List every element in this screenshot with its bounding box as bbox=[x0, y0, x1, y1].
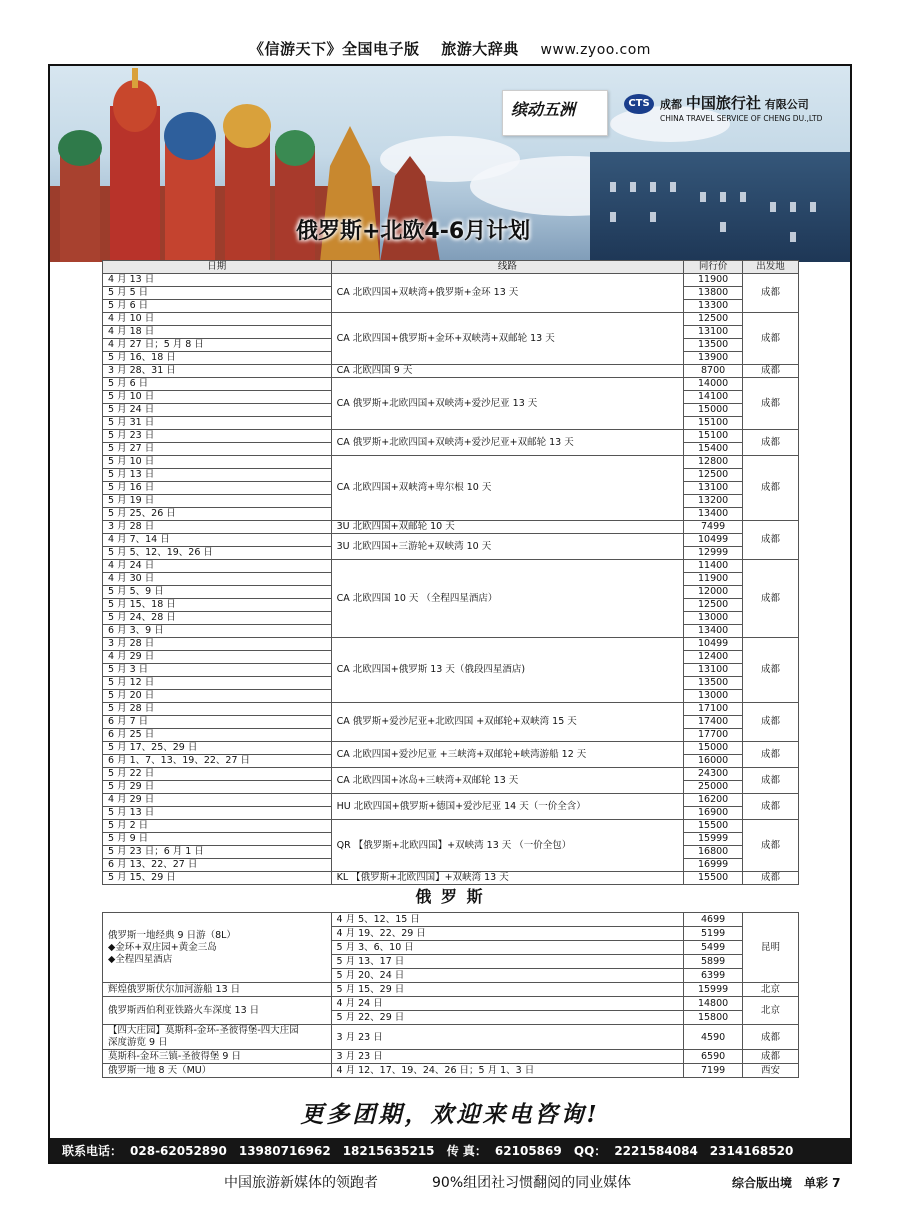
cts-emblem-icon: CTS bbox=[624, 94, 654, 114]
price-cell: 17100 bbox=[684, 703, 743, 716]
price-cell: 11900 bbox=[684, 573, 743, 586]
departure-cell: 成都 bbox=[743, 274, 799, 313]
date-cell: 5 月 10 日 bbox=[103, 391, 332, 404]
footer-mid: 90%组团社习惯翻阅的同业媒体 bbox=[432, 1175, 632, 1191]
russia-table bbox=[102, 912, 799, 1078]
route-cell bbox=[103, 997, 332, 1025]
masthead bbox=[0, 38, 900, 59]
price-cell: 12500 bbox=[684, 599, 743, 612]
date-cell: 6 月 25 日 bbox=[103, 729, 332, 742]
date-cell: 5 月 5、9 日 bbox=[103, 586, 332, 599]
date-cell: 5 月 28 日 bbox=[103, 703, 332, 716]
date-cell: 5 月 23 日；6 月 1 日 bbox=[103, 846, 332, 859]
price-cell: 13800 bbox=[684, 287, 743, 300]
header-date: 日期 bbox=[103, 261, 332, 274]
departure-cell: 昆明 bbox=[743, 913, 799, 983]
price-cell: 17400 bbox=[684, 716, 743, 729]
departure-cell: 成都 bbox=[743, 365, 799, 378]
date-cell: 4 月 29 日 bbox=[103, 651, 332, 664]
date-cell: 4 月 24 日 bbox=[331, 997, 684, 1011]
date-cell: 5 月 16 日 bbox=[103, 482, 332, 495]
fax-number: 62105869 bbox=[494, 1144, 562, 1158]
date-cell: 3 月 28、31 日 bbox=[103, 365, 332, 378]
table-row bbox=[103, 983, 799, 997]
price-cell: 5499 bbox=[684, 941, 743, 955]
departure-cell: 北京 bbox=[743, 983, 799, 997]
price-cell: 16200 bbox=[684, 794, 743, 807]
date-cell: 4 月 5、12、15 日 bbox=[331, 913, 684, 927]
price-cell: 4699 bbox=[684, 913, 743, 927]
slogan: 更多团期，欢迎来电咨询! bbox=[300, 1101, 600, 1128]
price-cell: 24300 bbox=[684, 768, 743, 781]
price-cell: 14100 bbox=[684, 391, 743, 404]
table-header-row bbox=[103, 261, 799, 274]
route-cell: CA 北欧四国 10 天 （全程四星酒店） bbox=[331, 560, 684, 638]
masthead-title: 《信游天下》全国电子版 bbox=[249, 40, 420, 58]
date-cell: 5 月 5、12、19、26 日 bbox=[103, 547, 332, 560]
price-cell: 14800 bbox=[684, 997, 743, 1011]
date-cell: 5 月 15、29 日 bbox=[331, 983, 684, 997]
route-cell: CA 俄罗斯+爱沙尼亚+北欧四国 +双邮轮+双峡湾 15 天 bbox=[331, 703, 684, 742]
price-cell: 13500 bbox=[684, 339, 743, 352]
date-cell: 3 月 23 日 bbox=[331, 1050, 684, 1064]
table-row bbox=[103, 274, 799, 287]
masthead-section: 旅游大辞典 bbox=[441, 40, 519, 58]
date-cell: 4 月 10 日 bbox=[103, 313, 332, 326]
route-cell bbox=[103, 983, 332, 997]
price-cell: 10499 bbox=[684, 534, 743, 547]
price-cell: 13400 bbox=[684, 508, 743, 521]
price-cell: 13500 bbox=[684, 677, 743, 690]
price-cell: 13000 bbox=[684, 690, 743, 703]
price-cell: 10499 bbox=[684, 638, 743, 651]
price-cell: 13100 bbox=[684, 664, 743, 677]
route-cell: KL 【俄罗斯+北欧四国】+双峡湾 13 天 bbox=[331, 872, 684, 885]
route-cell: 3U 北欧四国+三游轮+双峡湾 10 天 bbox=[331, 534, 684, 560]
date-cell: 5 月 6 日 bbox=[103, 378, 332, 391]
price-cell: 16000 bbox=[684, 755, 743, 768]
route-line: 莫斯科-金环三镇-圣彼得堡 9 日 bbox=[108, 1050, 241, 1062]
agency-prefix: 成都 bbox=[660, 98, 682, 111]
departure-cell: 成都 bbox=[743, 768, 799, 794]
route-line: 深度游览 9 日 bbox=[108, 1037, 168, 1048]
russia-section-title: 俄 罗 斯 bbox=[415, 887, 485, 906]
departure-cell: 成都 bbox=[743, 872, 799, 885]
price-cell: 11900 bbox=[684, 274, 743, 287]
agency-english: CHINA TRAVEL SERVICE OF CHENG DU.,LTD bbox=[660, 114, 823, 123]
price-cell: 13400 bbox=[684, 625, 743, 638]
date-cell: 4 月 30 日 bbox=[103, 573, 332, 586]
price-cell: 15800 bbox=[684, 1011, 743, 1025]
date-cell: 5 月 17、25、29 日 bbox=[103, 742, 332, 755]
table-row bbox=[103, 365, 799, 378]
price-cell: 16999 bbox=[684, 859, 743, 872]
price-cell: 7499 bbox=[684, 521, 743, 534]
table-row bbox=[103, 456, 799, 469]
table-row bbox=[103, 913, 799, 927]
price-cell: 17700 bbox=[684, 729, 743, 742]
price-cell: 13100 bbox=[684, 326, 743, 339]
price-cell: 16900 bbox=[684, 807, 743, 820]
table-row bbox=[103, 638, 799, 651]
date-cell: 6 月 13、22、27 日 bbox=[103, 859, 332, 872]
phone-label: 联系电话： bbox=[62, 1144, 123, 1158]
table-row bbox=[103, 820, 799, 833]
date-cell: 6 月 1、7、13、19、22、27 日 bbox=[103, 755, 332, 768]
departure-cell: 北京 bbox=[743, 997, 799, 1025]
footer-left: 中国旅游新媒体的领跑者 bbox=[224, 1175, 378, 1191]
date-cell: 4 月 7、14 日 bbox=[103, 534, 332, 547]
route-line: 俄罗斯一地经典 9 日游（8L） bbox=[108, 929, 236, 941]
price-cell: 12999 bbox=[684, 547, 743, 560]
agency-suffix: 有限公司 bbox=[764, 98, 809, 111]
banner bbox=[50, 66, 850, 262]
price-cell: 13200 bbox=[684, 495, 743, 508]
date-cell: 5 月 25、26 日 bbox=[103, 508, 332, 521]
departure-cell: 西安 bbox=[743, 1064, 799, 1078]
price-cell: 12500 bbox=[684, 313, 743, 326]
brand-text: 缤动五洲 bbox=[511, 100, 576, 119]
date-cell: 4 月 12、17、19、24、26 日；5 月 1、3 日 bbox=[331, 1064, 684, 1078]
price-cell: 13300 bbox=[684, 300, 743, 313]
table-row bbox=[103, 560, 799, 573]
phone-numbers[interactable]: 028-62052890 13980716962 18215635215 bbox=[130, 1144, 435, 1158]
qq-label: QQ： bbox=[573, 1144, 607, 1158]
date-cell: 4 月 18 日 bbox=[103, 326, 332, 339]
date-cell: 3 月 23 日 bbox=[331, 1025, 684, 1050]
price-cell: 12500 bbox=[684, 469, 743, 482]
date-cell: 5 月 22 日 bbox=[103, 768, 332, 781]
date-cell: 5 月 10 日 bbox=[103, 456, 332, 469]
date-cell: 5 月 3、6、10 日 bbox=[331, 941, 684, 955]
route-line: 辉煌俄罗斯伏尔加河游船 13 日 bbox=[108, 983, 241, 995]
route-cell: CA 北欧四国+冰岛+三峡湾+双邮轮 13 天 bbox=[331, 768, 684, 794]
date-cell: 6 月 7 日 bbox=[103, 716, 332, 729]
route-cell bbox=[103, 1064, 332, 1078]
route-cell: QR 【俄罗斯+北欧四国】+双峡湾 13 天 （一价全包） bbox=[331, 820, 684, 872]
price-cell: 13100 bbox=[684, 482, 743, 495]
date-cell: 5 月 19 日 bbox=[103, 495, 332, 508]
date-cell: 4 月 24 日 bbox=[103, 560, 332, 573]
price-cell: 4590 bbox=[684, 1025, 743, 1050]
route-cell: CA 北欧四国+俄罗斯 13 天（俄段四星酒店) bbox=[331, 638, 684, 703]
table-row bbox=[103, 997, 799, 1011]
date-cell: 5 月 13 日 bbox=[103, 469, 332, 482]
price-cell: 25000 bbox=[684, 781, 743, 794]
date-cell: 5 月 29 日 bbox=[103, 781, 332, 794]
route-line: 俄罗斯西伯利亚铁路火车深度 13 日 bbox=[108, 1004, 260, 1016]
price-cell: 5199 bbox=[684, 927, 743, 941]
date-cell: 5 月 13 日 bbox=[103, 807, 332, 820]
table-row bbox=[103, 430, 799, 443]
brand-logo bbox=[502, 90, 608, 136]
route-line: 【四大庄园】莫斯科-金环-圣彼得堡-四大庄园 bbox=[108, 1025, 299, 1036]
date-cell: 4 月 19、22、29 日 bbox=[331, 927, 684, 941]
date-cell: 3 月 28 日 bbox=[103, 521, 332, 534]
departure-cell: 成都 bbox=[743, 820, 799, 872]
date-cell: 4 月 13 日 bbox=[103, 274, 332, 287]
date-cell: 5 月 5 日 bbox=[103, 287, 332, 300]
date-cell: 5 月 24 日 bbox=[103, 404, 332, 417]
fax-label: 传 真： bbox=[446, 1144, 487, 1158]
price-cell: 15500 bbox=[684, 820, 743, 833]
route-cell bbox=[103, 913, 332, 983]
table-row bbox=[103, 1050, 799, 1064]
table-row bbox=[103, 1025, 799, 1050]
qq-numbers[interactable]: 2221584084 2314168520 bbox=[614, 1144, 794, 1158]
date-cell: 5 月 16、18 日 bbox=[103, 352, 332, 365]
banner-title: 俄罗斯+北欧4-6月计划 bbox=[296, 219, 531, 244]
route-cell: CA 北欧四国+双峡湾+俄罗斯+金环 13 天 bbox=[331, 274, 684, 313]
table-row bbox=[103, 521, 799, 534]
route-cell: CA 北欧四国+俄罗斯+金环+双峡湾+双邮轮 13 天 bbox=[331, 313, 684, 365]
contact-bar bbox=[50, 1138, 850, 1164]
route-cell: CA 北欧四国+爱沙尼亚 +三峡湾+双邮轮+峡湾游船 12 天 bbox=[331, 742, 684, 768]
date-cell: 5 月 20 日 bbox=[103, 690, 332, 703]
price-cell: 15999 bbox=[684, 983, 743, 997]
departure-cell: 成都 bbox=[743, 560, 799, 638]
departure-cell: 成都 bbox=[743, 703, 799, 742]
departure-cell: 成都 bbox=[743, 742, 799, 768]
table-row bbox=[103, 534, 799, 547]
departure-cell: 成都 bbox=[743, 313, 799, 365]
price-cell: 12800 bbox=[684, 456, 743, 469]
table-row bbox=[103, 794, 799, 807]
table-row bbox=[103, 703, 799, 716]
route-cell: 3U 北欧四国+双邮轮 10 天 bbox=[331, 521, 684, 534]
departure-cell: 成都 bbox=[743, 456, 799, 521]
header-price: 同行价 bbox=[684, 261, 743, 274]
price-cell: 14000 bbox=[684, 378, 743, 391]
date-cell: 6 月 3、9 日 bbox=[103, 625, 332, 638]
price-cell: 16800 bbox=[684, 846, 743, 859]
date-cell: 5 月 12 日 bbox=[103, 677, 332, 690]
price-cell: 6399 bbox=[684, 969, 743, 983]
route-cell bbox=[103, 1050, 332, 1064]
table-row bbox=[103, 378, 799, 391]
price-cell: 15400 bbox=[684, 443, 743, 456]
header-route: 线路 bbox=[331, 261, 684, 274]
page-frame bbox=[48, 64, 852, 1164]
route-cell: CA 俄罗斯+北欧四国+双峡湾+爱沙尼亚 13 天 bbox=[331, 378, 684, 430]
table-row bbox=[103, 872, 799, 885]
date-cell: 5 月 3 日 bbox=[103, 664, 332, 677]
departure-cell: 成都 bbox=[743, 1050, 799, 1064]
price-cell: 6590 bbox=[684, 1050, 743, 1064]
footer-right: 综合版出境 单彩 7 bbox=[732, 1176, 841, 1190]
price-cell: 13000 bbox=[684, 612, 743, 625]
route-cell bbox=[103, 1025, 332, 1050]
price-cell: 8700 bbox=[684, 365, 743, 378]
date-cell: 5 月 22、29 日 bbox=[331, 1011, 684, 1025]
departure-cell: 成都 bbox=[743, 378, 799, 430]
date-cell: 5 月 15、29 日 bbox=[103, 872, 332, 885]
route-cell: HU 北欧四国+俄罗斯+德国+爱沙尼亚 14 天（一价全含） bbox=[331, 794, 684, 820]
agency-name bbox=[660, 92, 809, 113]
date-cell: 5 月 15、18 日 bbox=[103, 599, 332, 612]
route-line: ◆全程四星酒店 bbox=[108, 953, 173, 965]
price-cell: 15000 bbox=[684, 742, 743, 755]
europe-russia-table bbox=[102, 260, 799, 885]
date-cell: 4 月 29 日 bbox=[103, 794, 332, 807]
date-cell: 5 月 31 日 bbox=[103, 417, 332, 430]
route-cell: CA 北欧四国 9 天 bbox=[331, 365, 684, 378]
price-cell: 5899 bbox=[684, 955, 743, 969]
departure-cell: 成都 bbox=[743, 794, 799, 820]
route-line: 俄罗斯一地 8 天（MU） bbox=[108, 1064, 212, 1076]
city-skyline bbox=[590, 152, 850, 262]
agency-main: 中国旅行社 bbox=[685, 94, 761, 112]
price-cell: 15000 bbox=[684, 404, 743, 417]
date-cell: 5 月 2 日 bbox=[103, 820, 332, 833]
date-cell: 4 月 27 日；5 月 8 日 bbox=[103, 339, 332, 352]
price-cell: 11400 bbox=[684, 560, 743, 573]
table-row bbox=[103, 768, 799, 781]
header-departure: 出发地 bbox=[743, 261, 799, 274]
date-cell: 5 月 13、17 日 bbox=[331, 955, 684, 969]
departure-cell: 成都 bbox=[743, 430, 799, 456]
price-cell: 15500 bbox=[684, 872, 743, 885]
price-cell: 7199 bbox=[684, 1064, 743, 1078]
price-cell: 13900 bbox=[684, 352, 743, 365]
price-cell: 12400 bbox=[684, 651, 743, 664]
price-cell: 12000 bbox=[684, 586, 743, 599]
table-row bbox=[103, 313, 799, 326]
departure-cell: 成都 bbox=[743, 638, 799, 703]
route-cell: CA 俄罗斯+北欧四国+双峡湾+爱沙尼亚+双邮轮 13 天 bbox=[331, 430, 684, 456]
date-cell: 5 月 9 日 bbox=[103, 833, 332, 846]
date-cell: 5 月 24、28 日 bbox=[103, 612, 332, 625]
price-cell: 15100 bbox=[684, 417, 743, 430]
price-cell: 15999 bbox=[684, 833, 743, 846]
table-row bbox=[103, 742, 799, 755]
table-row bbox=[103, 1064, 799, 1078]
date-cell: 5 月 27 日 bbox=[103, 443, 332, 456]
date-cell: 5 月 6 日 bbox=[103, 300, 332, 313]
date-cell: 5 月 20、24 日 bbox=[331, 969, 684, 983]
price-cell: 15100 bbox=[684, 430, 743, 443]
departure-cell: 成都 bbox=[743, 1025, 799, 1050]
date-cell: 5 月 23 日 bbox=[103, 430, 332, 443]
route-line: ◆金环+双庄园+黄金三岛 bbox=[108, 941, 217, 953]
date-cell: 3 月 28 日 bbox=[103, 638, 332, 651]
departure-cell: 成都 bbox=[743, 521, 799, 560]
masthead-url[interactable]: www.zyoo.com bbox=[540, 42, 651, 58]
route-cell: CA 北欧四国+双峡湾+卑尔根 10 天 bbox=[331, 456, 684, 521]
